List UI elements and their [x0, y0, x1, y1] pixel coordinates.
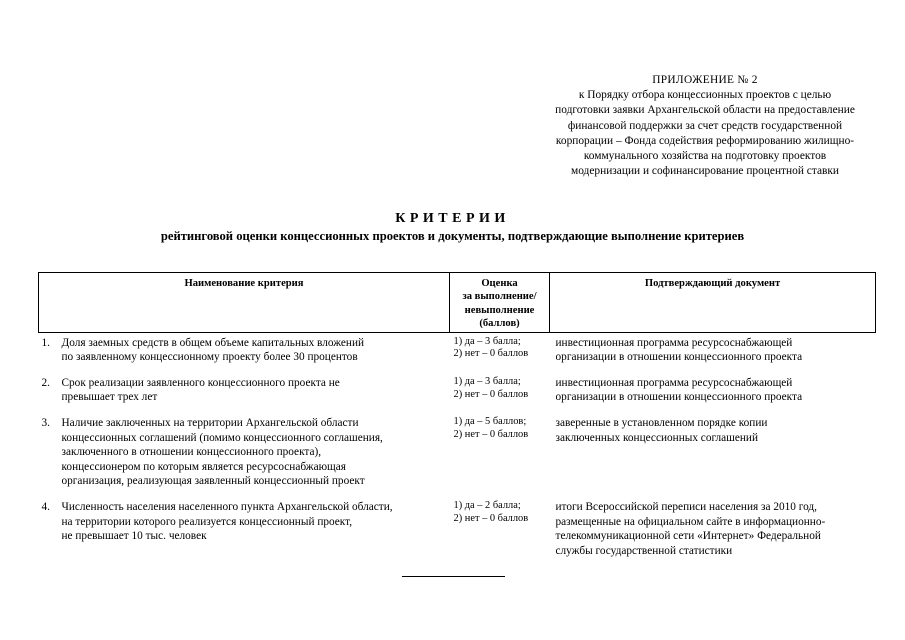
document-cell [550, 405, 876, 489]
score-line: 2) нет – 0 баллов [453, 512, 529, 524]
score-line: 1) да – 3 балла; [453, 375, 521, 387]
heading-subtitle: рейтинговой оценки концессионных проектов и документы, подтверждающие выполнение критериев [160, 229, 745, 243]
document-line: организации в отношении концессионного проекта [555, 351, 803, 364]
criterion-line: не превышает 10 тыс. человек [61, 530, 207, 543]
criterion-line: Численность населения населенного пункта Архангельской области, [61, 500, 393, 513]
end-divider [402, 576, 505, 577]
document-line: службы государственной статистики [555, 544, 733, 557]
criterion-line: по заявленному концессионному проекту более 30 процентов [61, 351, 358, 364]
appendix-title: ПРИЛОЖЕНИЕ № 2 [652, 74, 758, 86]
score-cell [450, 405, 550, 489]
criteria-table [38, 272, 876, 558]
criterion-line: Наличие заключенных на территории Архангельской области [61, 417, 359, 429]
document-line: заключенных концессионных соглашений [555, 431, 759, 444]
document-line: заверенные в установленном порядке копии [555, 417, 768, 429]
document-line: телекоммуникационной сети «Интернет» Федеральной [555, 530, 821, 543]
row-number: 3. [41, 417, 50, 429]
document-line: инвестиционная программа ресурсоснабжающей [555, 376, 793, 389]
table-row [39, 405, 876, 489]
document-line: инвестиционная программа ресурсоснабжающей [555, 336, 793, 349]
criterion-cell [62, 489, 450, 558]
criterion-line: концессионных соглашений (помимо концессионного соглашения, [61, 431, 383, 444]
score-cell [450, 365, 550, 405]
appendix-line: финансовой поддержки за счет средств государственной [567, 119, 843, 132]
score-line: 2) нет – 0 баллов [453, 348, 529, 360]
table-row [39, 489, 876, 558]
row-number: 1. [41, 336, 50, 349]
document-line: организации в отношении концессионного проекта [555, 391, 803, 404]
appendix-line: корпорации – Фонда содействия реформированию жилищно- [555, 134, 855, 147]
table-row [39, 365, 876, 405]
header-score-line: невыполнение [464, 304, 535, 316]
document-cell [550, 489, 876, 558]
header-score-line: (баллов) [479, 318, 520, 330]
table-header-row [39, 273, 876, 333]
criterion-cell [62, 332, 450, 365]
score-line: 2) нет – 0 баллов [453, 428, 529, 440]
score-cell [450, 489, 550, 558]
criterion-line: Срок реализации заявленного концессионного проекта не [61, 376, 340, 389]
criterion-line: на территории которого реализуется концессионный проект, [61, 515, 353, 528]
criterion-line: заключенного в отношении концессионного проекта), [61, 446, 322, 459]
criterion-line: концессионером по которым является ресурсоснабжающая [61, 460, 346, 473]
score-line: 1) да – 2 балла; [453, 499, 521, 511]
appendix-line: коммунального хозяйства на подготовку проектов [583, 150, 827, 163]
row-number: 2. [41, 376, 50, 389]
criterion-line: организация, реализующая заявленный концессионный проект [61, 475, 365, 488]
document-line: итоги Всероссийской переписи населения за 2010 год, [555, 500, 817, 513]
criterion-cell [62, 405, 450, 489]
header-score [450, 273, 550, 333]
table-row [39, 332, 876, 365]
document-heading [0, 210, 905, 245]
document-line: размещенные на официальном сайте в информационно- [555, 515, 826, 528]
score-line: 1) да – 3 балла; [453, 335, 521, 347]
document-cell [550, 365, 876, 405]
appendix-line: модернизации и софинансирование процентной ставки [570, 165, 840, 178]
header-document: Подтверждающий документ [550, 273, 876, 333]
score-line: 2) нет – 0 баллов [453, 388, 529, 400]
criterion-line: Доля заемных средств в общем объеме капитальных вложений [61, 336, 365, 349]
row-number: 4. [41, 500, 50, 513]
header-score-line: за выполнение/ [462, 291, 537, 303]
header-criterion: Наименование критерия [39, 273, 450, 333]
score-line: 1) да – 5 баллов; [453, 416, 527, 427]
score-cell [450, 332, 550, 365]
appendix-block [520, 73, 890, 179]
appendix-line: к Порядку отбора концессионных проектов с целью [578, 89, 832, 102]
criterion-cell [62, 365, 450, 405]
header-score-line: Оценка [481, 278, 518, 289]
appendix-line: подготовки заявки Архангельской области на предоставление [555, 104, 855, 117]
heading-title: КРИТЕРИИ [395, 211, 510, 226]
document-cell [550, 332, 876, 365]
criterion-line: превышает трех лет [61, 391, 158, 404]
